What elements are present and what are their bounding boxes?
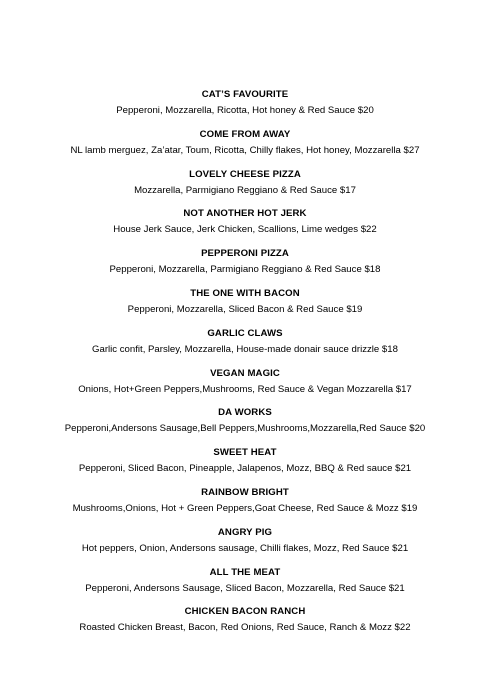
menu-item — [0, 567, 490, 607]
menu-item-description: Hot peppers, Onion, Andersons sausage, Chilli flakes, Mozz, Red Sauce $21 — [81, 542, 409, 554]
menu-item-name: NOT ANOTHER HOT JERK — [183, 208, 307, 220]
menu-item — [0, 487, 490, 527]
menu-item — [0, 447, 490, 487]
menu-item — [0, 208, 490, 248]
menu-item — [0, 407, 490, 447]
menu-item — [0, 527, 490, 567]
menu-item-description: Pepperoni, Mozzarella, Parmigiano Reggiano & Red Sauce $18 — [109, 264, 381, 276]
menu-item-name: GARLIC CLAWS — [207, 327, 283, 339]
menu-item-name: ALL THE MEAT — [209, 566, 281, 578]
pizza-menu — [0, 89, 490, 646]
menu-item-name: CAT’S FAVOURITE — [201, 89, 289, 100]
menu-item-description: Mozzarella, Parmigiano Reggiano & Red Sauce $17 — [134, 184, 356, 196]
menu-item-name: RAINBOW BRIGHT — [201, 486, 289, 498]
menu-item-name: VEGAN MAGIC — [210, 367, 280, 379]
menu-item-name: SWEET HEAT — [213, 447, 277, 459]
menu-item — [0, 169, 490, 209]
menu-item-name: PEPPERONI PIZZA — [201, 248, 289, 260]
menu-item-description: Pepperoni, Andersons Sausage, Sliced Bacon, Mozzarella, Red Sauce $21 — [85, 582, 405, 594]
menu-item-name: DA WORKS — [218, 407, 272, 419]
menu-item — [0, 328, 490, 368]
menu-item-description: Roasted Chicken Breast, Bacon, Red Onions, Red Sauce, Ranch & Mozz $22 — [79, 622, 411, 634]
menu-item-description: Pepperoni, Sliced Bacon, Pineapple, Jalapenos, Mozz, BBQ & Red sauce $21 — [78, 463, 412, 475]
menu-item-description: House Jerk Sauce, Jerk Chicken, Scallions, Lime wedges $22 — [113, 224, 377, 236]
menu-item — [0, 129, 490, 169]
menu-item-name: THE ONE WITH BACON — [190, 287, 300, 299]
menu-item — [0, 89, 490, 129]
menu-item-name: LOVELY CHEESE PIZZA — [189, 168, 301, 180]
menu-item-description: Pepperoni, Mozzarella, Ricotta, Hot honey & Red Sauce $20 — [116, 105, 374, 116]
menu-item — [0, 368, 490, 408]
menu-item — [0, 288, 490, 328]
menu-item-description: Pepperoni,Andersons Sausage,Bell Peppers,Mushrooms,Mozzarella,Red Sauce $20 — [64, 423, 426, 435]
menu-item-description: Garlic confit, Parsley, Mozzarella, House-made donair sauce drizzle $18 — [92, 343, 398, 355]
menu-item-name: CHICKEN BACON RANCH — [184, 606, 306, 618]
menu-item-description: Pepperoni, Mozzarella, Sliced Bacon & Red Sauce $19 — [127, 303, 363, 315]
menu-item-description: Mushrooms,Onions, Hot + Green Peppers,Goat Cheese, Red Sauce & Mozz $19 — [72, 502, 418, 514]
menu-item-name: ANGRY PIG — [217, 526, 273, 538]
menu-item-description: Onions, Hot+Green Peppers,Mushrooms, Red Sauce & Vegan Mozzarella $17 — [78, 383, 412, 395]
menu-item-name: COME FROM AWAY — [199, 128, 291, 140]
menu-item-description: NL lamb merguez, Za’atar, Toum, Ricotta, Chilly flakes, Hot honey, Mozzarella $27 — [70, 144, 420, 156]
menu-item — [0, 248, 490, 288]
menu-item — [0, 606, 490, 646]
